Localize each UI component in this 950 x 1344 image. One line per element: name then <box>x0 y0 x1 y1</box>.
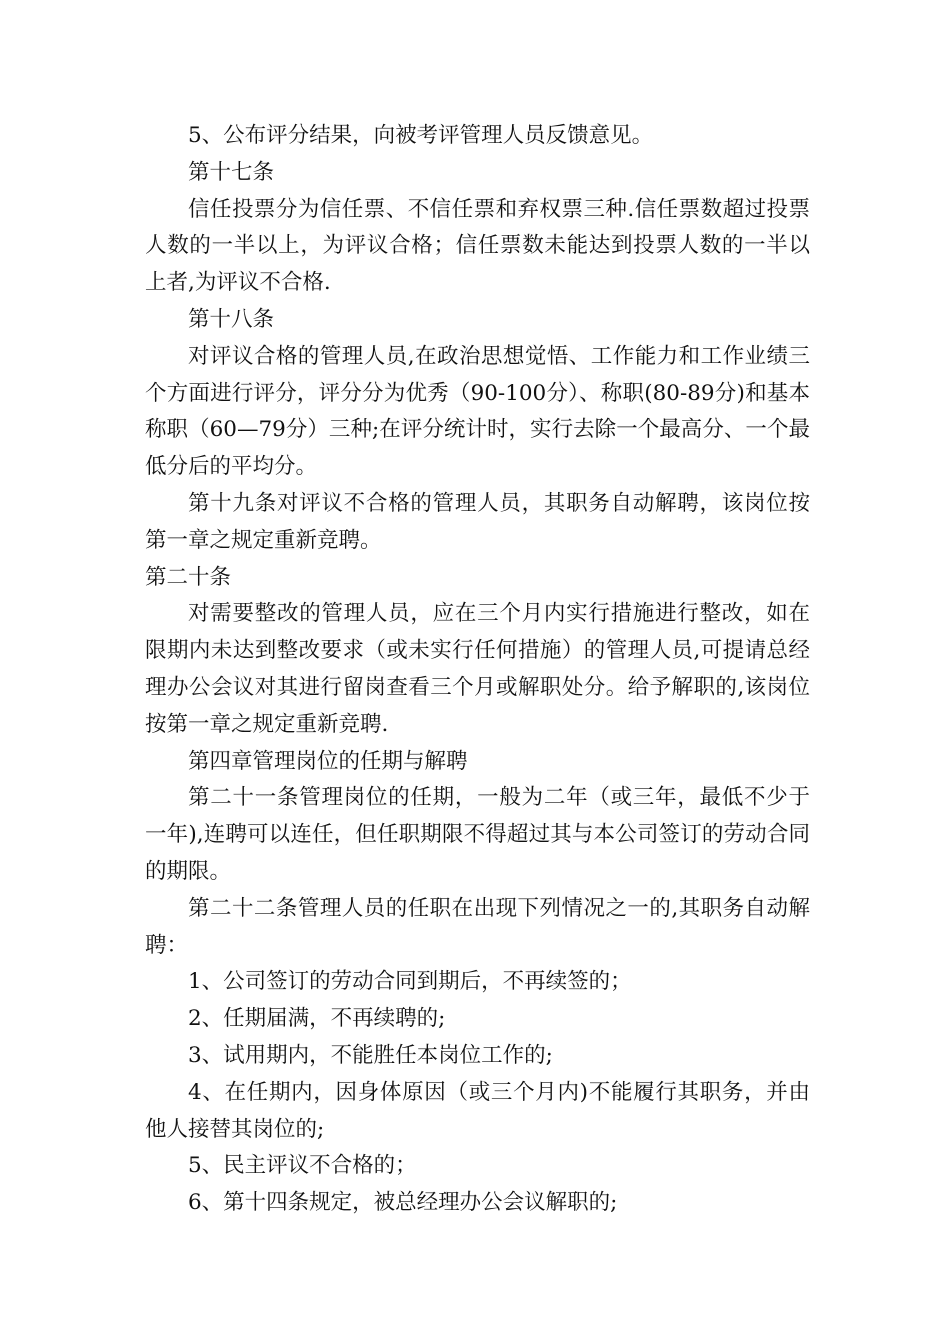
chapter-4-heading: 第四章管理岗位的任期与解聘 <box>188 748 468 774</box>
paragraph-item-5: 5、公布评分结果，向被考评管理人员反馈意见。 <box>188 123 654 148</box>
article-18-heading: 第十八条 <box>188 306 275 332</box>
document-body <box>145 118 810 1222</box>
list-item-2: 2、任期届满，不再续聘的; <box>188 1006 446 1032</box>
list-item-5: 5、民主评议不合格的； <box>188 1153 417 1179</box>
list-item-1: 1、公司签订的劳动合同到期后，不再续签的； <box>188 969 632 995</box>
article-17-heading: 第十七条 <box>188 159 275 185</box>
article-20-heading: 第二十条 <box>145 564 232 590</box>
list-item-3: 3、试用期内，不能胜任本岗位工作的; <box>188 1042 553 1068</box>
article-17-body: 信任投票分为信任票、不信任票和弃权票三种.信任票数超过投票人数的一半以上，为评议合格；信任票数未能达到投票人数的一半以上者,为评议不合格. <box>145 196 810 296</box>
article-19-paragraph: 第十九条对评议不合格的管理人员，其职务自动解聘，该岗位按第一章之规定重新竞聘。 <box>145 490 810 553</box>
article-22-paragraph: 第二十二条管理人员的任职在出现下列情况之一的,其职务自动解聘： <box>145 895 810 958</box>
article-21-paragraph: 第二十一条管理岗位的任期，一般为二年（或三年，最低不少于一年),连聘可以连任，但任职期限不得超过其与本公司签订的劳动合同的期限。 <box>145 785 810 884</box>
article-20-body: 对需要整改的管理人员，应在三个月内实行措施进行整改，如在限期内未达到整改要求（或未实行任何措施）的管理人员,可提请总经理办公会议对其进行留岗查看三个月或解职处分。给予解职的,该岗位按第一章之规定重新竞聘. <box>145 601 810 737</box>
list-item-4: 4、在任期内，因身体原因（或三个月内)不能履行其职务，并由他人接替其岗位的; <box>145 1079 810 1142</box>
article-18-body: 对评议合格的管理人员,在政治思想觉悟、工作能力和工作业绩三个方面进行评分，评分分为优秀（90-100分）、称职(80-89分)和基本称职（60—79分）三种;在评分统计时，实行去除一个最高分、一个最低分后的平均分。 <box>145 343 810 480</box>
list-item-6: 6、第十四条规定，被总经理办公会议解职的; <box>188 1190 618 1216</box>
